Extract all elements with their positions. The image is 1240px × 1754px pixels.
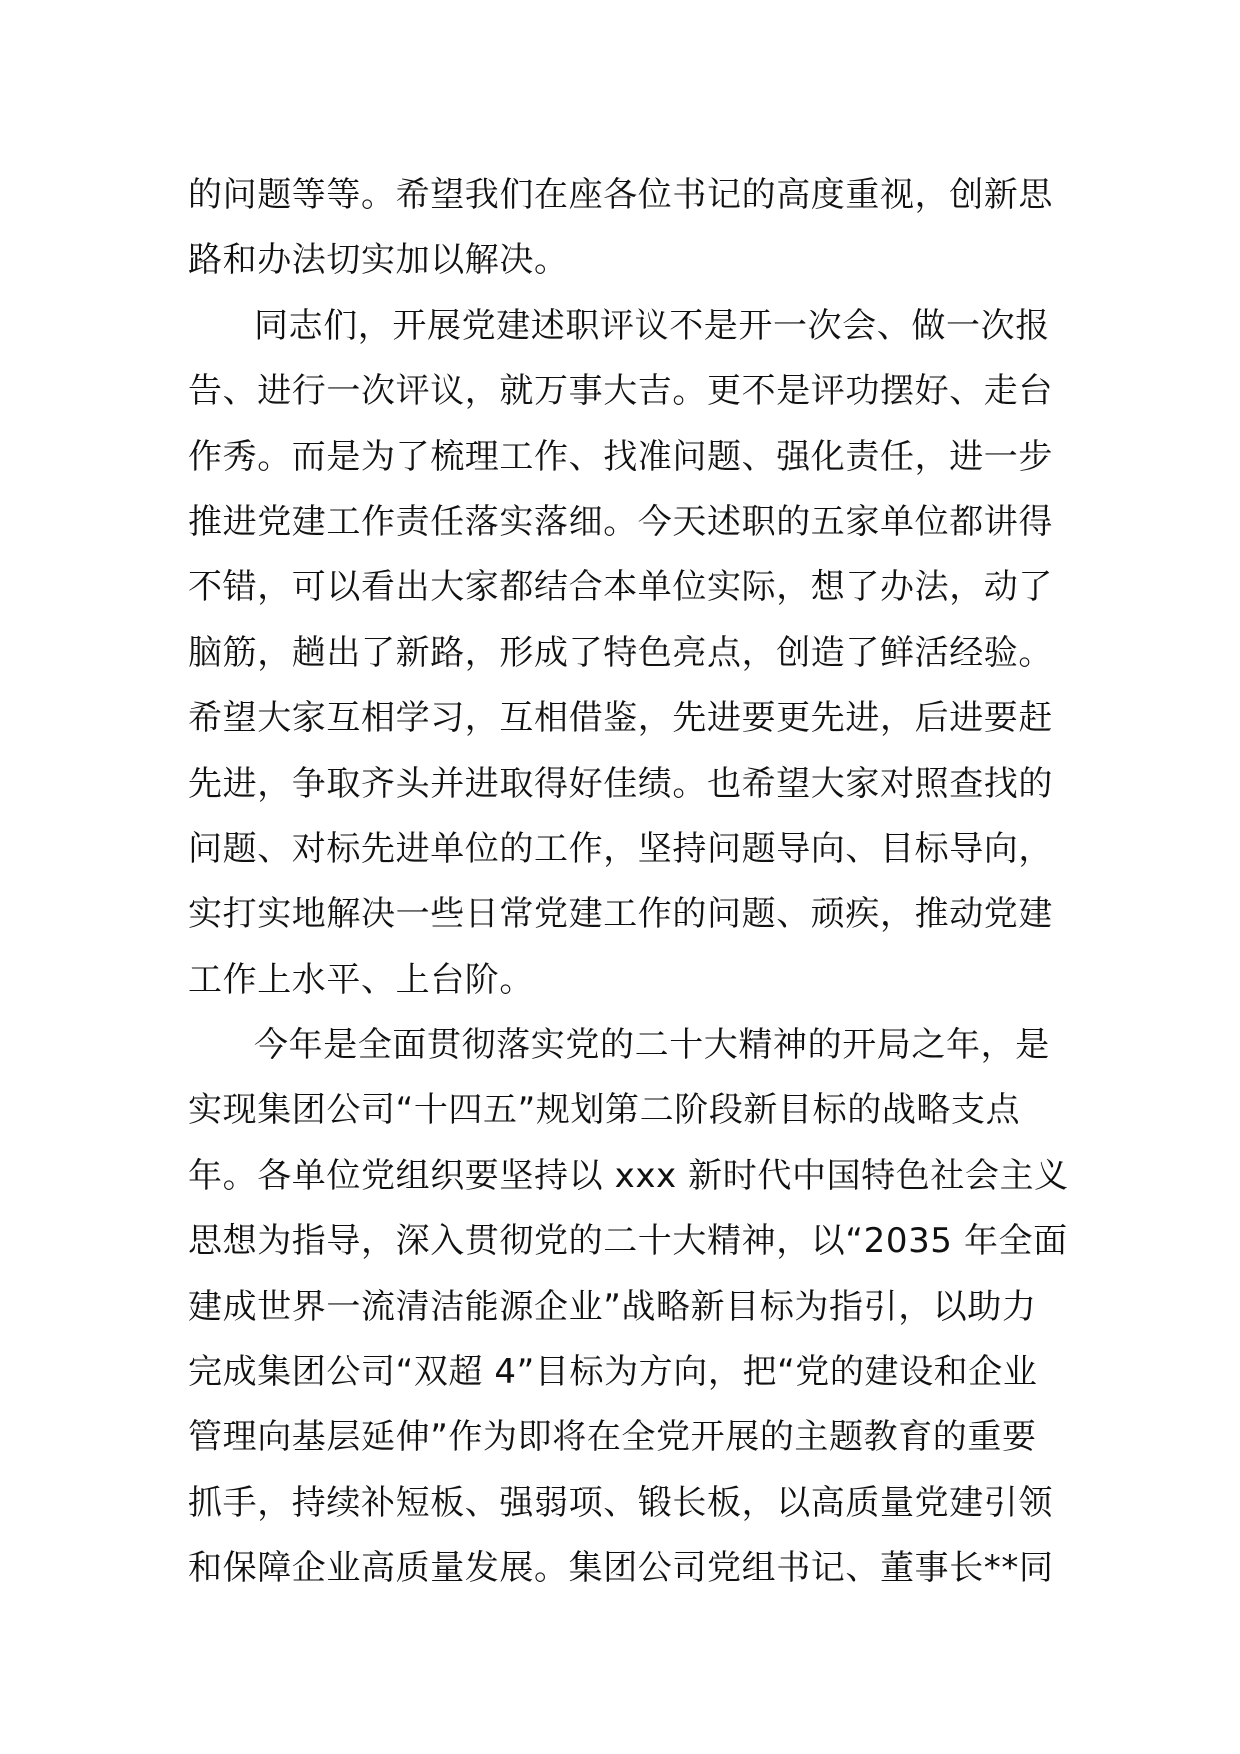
text-line: 管理向基层延伸”作为即将在全党开展的主题教育的重要	[188, 1417, 1037, 1458]
paragraph-first-line: 今年是全面贯彻落实党的二十大精神的开局之年，是	[254, 1025, 1050, 1066]
text-line: 和保障企业高质量发展。集团公司党组书记、董事长**同	[188, 1548, 1054, 1589]
body-text	[188, 163, 1069, 1602]
text-line: 抓手，持续补短板、强弱项、锻长板，以高质量党建引领	[188, 1482, 1053, 1523]
text-line: 希望大家互相学习，互相借鉴，先进要更先进，后进要赶	[188, 698, 1053, 739]
text-line: 不错，可以看出大家都结合本单位实际，想了办法，动了	[188, 567, 1053, 608]
text-line: 工作上水平、上台阶。	[188, 959, 534, 1000]
text-line: 推进党建工作责任落实落细。今天述职的五家单位都讲得	[188, 501, 1053, 542]
text-line: 路和办法切实加以解决。	[188, 240, 569, 281]
text-line: 建成世界一流清洁能源企业”战略新目标为指引，以助力	[188, 1286, 1037, 1327]
text-line: 作秀。而是为了梳理工作、找准问题、强化责任，进一步	[188, 436, 1053, 477]
text-line: 问题、对标先进单位的工作，坚持问题导向、目标导向，	[188, 828, 1053, 869]
text-line: 脑筋，趟出了新路，形成了特色亮点，创造了鲜活经验。	[188, 632, 1053, 673]
paragraph-first-line: 同志们，开展党建述职评议不是开一次会、做一次报	[254, 305, 1050, 346]
text-line: 先进，争取齐头并进取得好佳绩。也希望大家对照查找的	[188, 763, 1053, 804]
text-line: 实打实地解决一些日常党建工作的问题、顽疾，推动党建	[188, 894, 1053, 935]
text-line: 实现集团公司“十四五”规划第二阶段新目标的战略支点	[188, 1090, 1021, 1131]
text-line: 告、进行一次评议，就万事大吉。更不是评功摆好、走台	[188, 371, 1053, 412]
text-line: 完成集团公司“双超 4”目标为方向，把“党的建设和企业	[188, 1352, 1038, 1393]
text-line: 思想为指导，深入贯彻党的二十大精神，以“2035 年全面	[188, 1221, 1068, 1262]
text-line: 年。各单位党组织要坚持以 xxx 新时代中国特色社会主义	[188, 1155, 1069, 1196]
text-line: 的问题等等。希望我们在座各位书记的高度重视，创新思	[188, 175, 1053, 215]
